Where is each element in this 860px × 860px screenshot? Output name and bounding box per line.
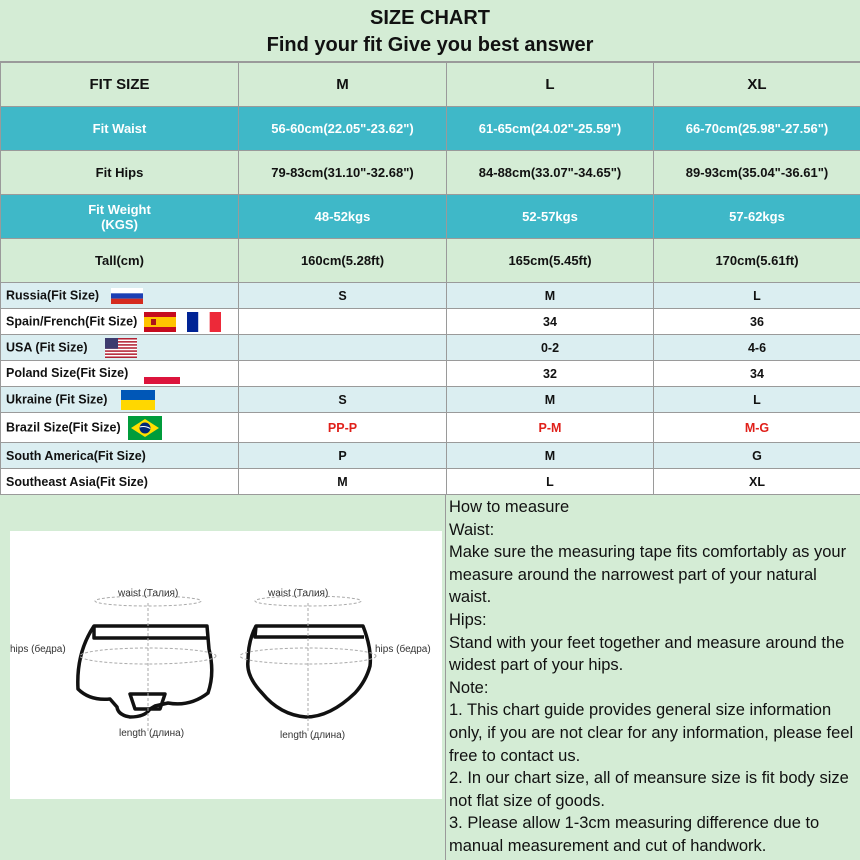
table-cell: 84-88cm(33.07"-34.65") [447,151,654,195]
table-cell: 160cm(5.28ft) [239,239,447,283]
back-waist-label: waist (Талия) [268,588,329,599]
region-row-poland [1,361,860,387]
region-row-russia [1,283,860,309]
table-cell: 170cm(5.61ft) [654,239,860,283]
table-cell: PP-P [239,413,447,443]
table-cell: L [654,283,860,309]
waist-heading: Waist: [449,520,495,539]
measure-section [0,495,860,860]
table-cell [239,335,447,361]
table-cell: P [239,443,447,469]
table-cell: 34 [654,361,860,387]
brazil-flag-icon [128,416,162,440]
page-title: SIZE CHART [370,7,490,29]
region-row-southeast-asia [1,469,860,495]
table-cell: 79-83cm(31.10"-32.68") [239,151,447,195]
row-label: Fit Hips [1,151,239,195]
underwear-diagram-icon [10,531,442,799]
size-header-m: M [239,63,447,107]
diagram-panel [0,495,446,860]
row-label [1,335,239,361]
table-cell: P-M [447,413,654,443]
size-header-l: L [447,63,654,107]
waist-text: Make sure the measuring tape fits comfortably as your measure around the narrowest part of your natural waist. [449,543,847,607]
region-row-brazil [1,413,860,443]
region-label: Spain/French(Fit Size) [6,313,138,328]
measurement-diagram [10,531,442,799]
fit-size-header: FIT SIZE [1,63,239,107]
region-row-usa [1,335,860,361]
region-row-ukraine [1,387,860,413]
note-heading: Note: [449,678,489,697]
table-cell: 52-57kgs [447,195,654,239]
table-cell: 57-62kgs [654,195,860,239]
table-cell [239,361,447,387]
table-cell: M [447,387,654,413]
table-cell: 32 [447,361,654,387]
note-2: 2. In our chart size, all of meansure size is fit body size not flat size of goods. [449,769,849,810]
row-label: Fit Waist [1,107,239,151]
back-length-label: length (длина) [280,730,346,741]
table-cell: G [654,443,860,469]
table-cell: S [239,387,447,413]
usa-flag-icon [105,338,137,358]
row-label-line2: (KGS) [101,216,138,232]
table-cell: L [654,387,860,413]
row-label: South America(Fit Size) [1,443,239,469]
fit-weight-row [1,195,860,239]
row-label: Tall(cm) [1,239,239,283]
region-label: Poland Size(Fit Size) [6,366,129,381]
region-row-spain-france [1,309,860,335]
table-cell: 165cm(5.45ft) [447,239,654,283]
table-cell: 61-65cm(24.02"-25.59") [447,107,654,151]
table-cell: 56-60cm(22.05"-23.62") [239,107,447,151]
ukraine-flag-icon [121,390,155,410]
size-header-xl: XL [654,63,860,107]
table-cell: 0-2 [447,335,654,361]
region-row-south-america [1,443,860,469]
table-cell: XL [654,469,860,495]
note-1: 1. This chart guide provides general size information only, if you are not clear for any information, please feel free to contact us. [449,701,854,765]
table-cell: 89-93cm(35.04"-36.61") [654,151,860,195]
table-header-row [1,63,860,107]
row-label [1,387,239,413]
region-label: USA (Fit Size) [6,339,88,354]
row-label [1,195,239,239]
front-hips-label: hips (бедра) [10,644,66,655]
table-cell: M [447,443,654,469]
fit-waist-row [1,107,860,151]
poland-flag-icon [144,370,180,384]
region-label: Ukraine (Fit Size) [6,391,108,406]
russia-flag-icon [111,288,143,304]
table-cell: 36 [654,309,860,335]
table-cell: L [447,469,654,495]
region-label: Brazil Size(Fit Size) [6,419,121,434]
table-cell: 48-52kgs [239,195,447,239]
row-label [1,283,239,309]
instructions-panel [447,495,860,860]
region-label: Russia(Fit Size) [6,287,100,302]
front-length-label: length (длина) [119,728,185,739]
front-waist-label: waist (Талия) [118,588,179,599]
row-label: Southeast Asia(Fit Size) [1,469,239,495]
table-cell: M-G [654,413,860,443]
table-cell: 4-6 [654,335,860,361]
instructions-heading: How to measure [449,498,570,516]
page-subtitle: Find your fit Give you best answer [266,34,594,56]
tall-row [1,239,860,283]
row-label [1,413,239,443]
row-label [1,361,239,387]
back-hips-label: hips (бедра) [375,644,431,655]
size-table [0,62,860,495]
table-cell: M [447,283,654,309]
note-3: 3. Please allow 1-3cm measuring difference due to manual measurement and cut of handwork. [449,814,820,855]
fit-hips-row [1,151,860,195]
hips-heading: Hips: [449,610,487,629]
table-cell: 66-70cm(25.98"-27.56") [654,107,860,151]
row-label [1,309,239,335]
table-cell [239,309,447,335]
table-cell: M [239,469,447,495]
title-block [0,0,860,62]
table-cell: S [239,283,447,309]
table-cell: 34 [447,309,654,335]
france-flag-icon [187,312,221,332]
row-label-line1: Fit Weight [88,201,151,217]
hips-text: Stand with your feet together and measure around the widest part of your hips. [449,633,845,675]
spain-flag-icon [144,312,176,332]
